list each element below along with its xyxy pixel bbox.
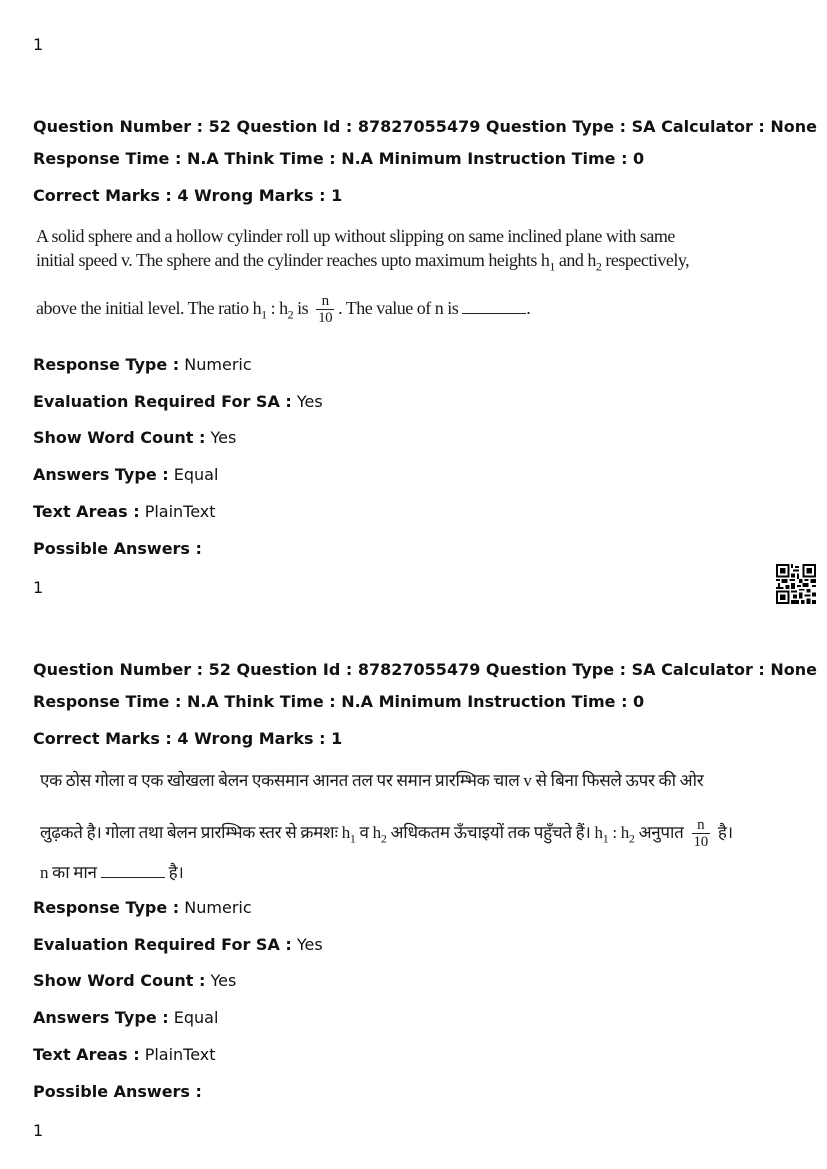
marks-line: Correct Marks : 4 Wrong Marks : 1 (33, 186, 343, 205)
question-text-line-hindi: n का मान है। (40, 863, 184, 882)
field-possible-answers: Possible Answers : (33, 1082, 202, 1101)
possible-answer-value: 1 (33, 1121, 44, 1140)
question-text-line: initial speed v. The sphere and the cylinder reaches upto maximum heights $h_1$ and $h_2$ respectively, (36, 250, 690, 274)
possible-answer-value: 1 (33, 578, 44, 597)
question-header: Question Number : 52 Question Id : 87827055479 Question Type : SA Calculator : None (33, 117, 817, 136)
ratio-fraction: $\frac{n}{10}$ (318, 293, 333, 326)
question-text-line: above the initial level. The ratio $h_1$ : $h_2$ is $\frac{n}{10}$ . The value of n is . (36, 293, 531, 326)
marks-line: Correct Marks : 4 Wrong Marks : 1 (33, 729, 343, 748)
field-response-type: Response Type : Numeric (33, 898, 252, 917)
page-number: 1 (33, 35, 44, 54)
question-text-line: A solid sphere and a hollow cylinder roll up without slipping on same inclined plane with same (36, 226, 675, 246)
field-show-word-count: Show Word Count : Yes (33, 971, 237, 990)
field-answers-type: Answers Type : Equal (33, 1008, 219, 1027)
field-evaluation-required: Evaluation Required For SA : Yes (33, 392, 323, 411)
field-possible-answers: Possible Answers : (33, 539, 202, 558)
field-text-areas: Text Areas : PlainText (33, 502, 216, 521)
question-text-line-hindi: लुढ़कते है। गोला तथा बेलन प्रारम्भिक स्तर से क्रमशः $h_1$ व $h_2$ अधिकतम ऊँचाइयों तक पहुँचते हैं। $h_1$ : $h_2$ अनुपात $\frac{n}{10}$ है। (40, 817, 733, 850)
field-show-word-count: Show Word Count : Yes (33, 428, 237, 447)
question-text-line-hindi: एक ठोस गोला व एक खोखला बेलन एकसमान आनत तल पर समान प्रारम्भिक चाल v से बिना फिसले ऊपर की ओर (40, 771, 704, 790)
field-answers-type: Answers Type : Equal (33, 465, 219, 484)
question-header: Question Number : 52 Question Id : 87827055479 Question Type : SA Calculator : None (33, 660, 817, 679)
answer-blank (101, 863, 165, 878)
qr-code-icon (776, 564, 816, 604)
field-evaluation-required: Evaluation Required For SA : Yes (33, 935, 323, 954)
field-response-type: Response Type : Numeric (33, 355, 252, 374)
ratio-fraction: $\frac{n}{10}$ (693, 817, 708, 850)
timing-header: Response Time : N.A Think Time : N.A Minimum Instruction Time : 0 (33, 149, 645, 168)
field-text-areas: Text Areas : PlainText (33, 1045, 216, 1064)
timing-header: Response Time : N.A Think Time : N.A Minimum Instruction Time : 0 (33, 692, 645, 711)
answer-blank (462, 299, 526, 314)
